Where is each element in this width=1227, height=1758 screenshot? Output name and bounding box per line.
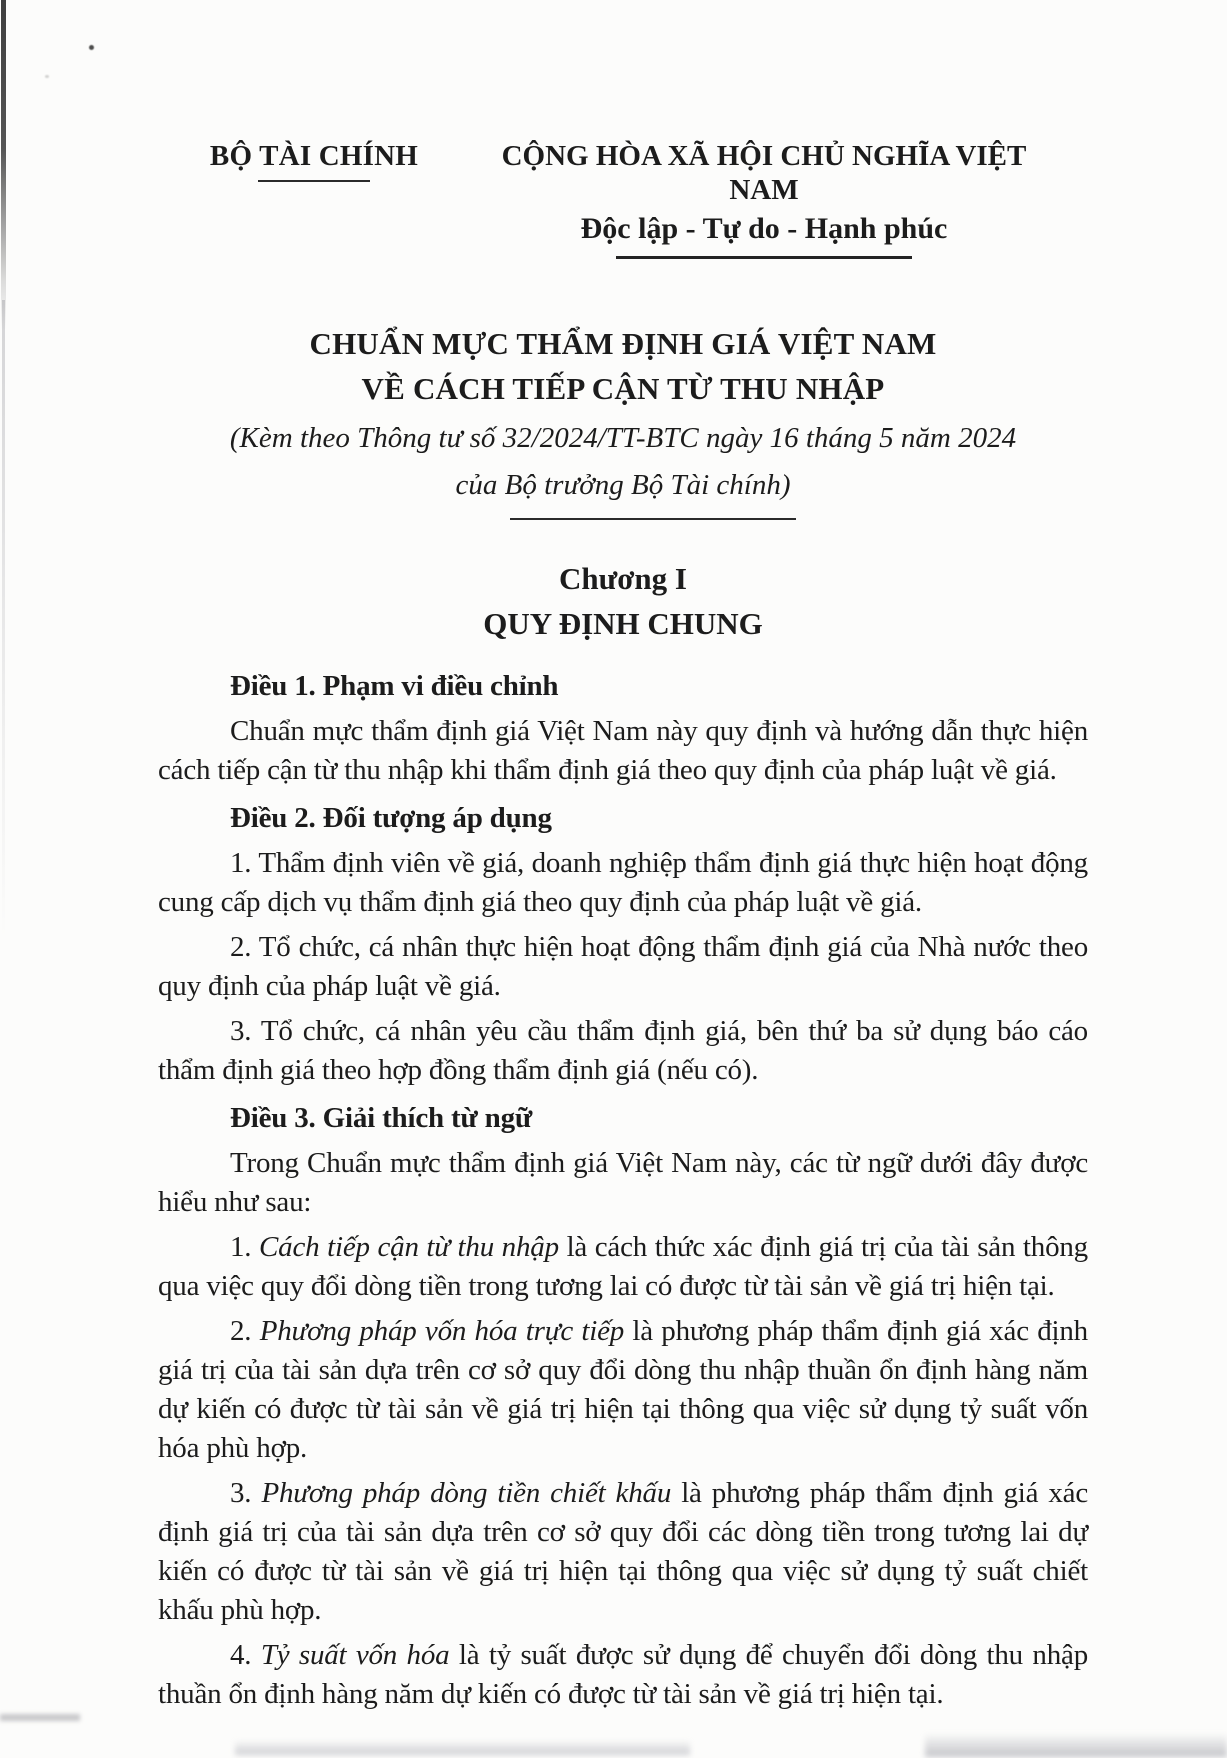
agency-underline [258,180,370,182]
definition-number: 1. [230,1231,252,1263]
definition-item-4 [158,1636,1088,1714]
article-1-heading: Điều 1. Phạm vi điều chỉnh [230,670,559,702]
definition-term: Phương pháp dòng tiền chiết khấu [261,1477,672,1509]
definition-item-2 [158,1312,1088,1468]
article-2-item-1: 1. Thẩm định viên về giá, doanh nghiệp thẩm định giá thực hiện hoạt động cung cấp dịch vụ thẩm định giá theo quy định của pháp luật về giá. [158,847,1088,918]
chapter-number: Chương I [559,561,687,596]
definition-term: Cách tiếp cận từ thu nhập [259,1231,559,1263]
document-header [0,0,1088,259]
attribution-line-2: của Bộ trưởng Bộ Tài chính) [455,469,791,501]
scan-shadow-bottom-left [235,1740,690,1755]
definition-text: là phương pháp thẩm định giá xác định giá trị của tài sản dựa trên cơ sở quy đổi các dòng tiền trong tương lai dự kiến có được từ tài sản về giá trị hiện tại thông qua việc sử dụng tỷ suất chiết khấu phù hợp. [158,1477,1088,1626]
chapter-heading [158,556,1088,646]
attribution-line-1: (Kèm theo Thông tư số 32/2024/TT-BTC ngày 16 tháng 5 năm 2024 [229,422,1017,454]
national-header-block [476,139,1052,259]
definition-term: Phương pháp vốn hóa trực tiếp [259,1315,625,1347]
article-3-heading: Điều 3. Giải thích từ ngữ [230,1102,533,1134]
definition-term: Tỷ suất vốn hóa [260,1639,450,1671]
definition-number: 3. [230,1477,252,1509]
definition-number: 2. [230,1315,252,1347]
scan-shadow-bottom-right [925,1733,1227,1757]
agency-name: BỘ TÀI CHÍNH [209,140,419,172]
scan-speck [89,45,94,50]
motto-underline [616,256,912,259]
definition-text: là tỷ suất được sử dụng để chuyển đổi dòng thu nhập thuần ổn định hàng năm dự kiến có được từ tài sản về giá trị hiện tại. [158,1639,1088,1710]
document-title-line-1: CHUẨN MỰC THẨM ĐỊNH GIÁ VIỆT NAM [309,326,937,361]
chapter-title: QUY ĐỊNH CHUNG [483,606,763,641]
definition-text: là phương pháp thẩm định giá xác định giá trị của tài sản dựa trên cơ sở quy đổi dòng thu nhập thuần ổn định hàng năm dự kiến có được từ tài sản về giá trị hiện tại thông qua việc sử dụng tỷ suất vốn hóa phù hợp. [158,1315,1088,1464]
scan-speck-faint [45,75,49,78]
article-2-item-3: 3. Tổ chức, cá nhân yêu cầu thẩm định giá, bên thứ ba sử dụng báo cáo thẩm định giá theo hợp đồng thẩm định giá (nếu có). [158,1015,1088,1086]
national-motto: Độc lập - Tự do - Hạnh phúc [580,212,948,245]
article-1-paragraph: Chuẩn mực thẩm định giá Việt Nam này quy định và hướng dẫn thực hiện cách tiếp cận từ thu nhập khi thẩm định giá theo quy định của pháp luật về giá. [158,715,1088,786]
scan-edge-artifact [1,0,6,330]
document-title-block [158,321,1088,520]
issuing-agency-block [158,139,470,259]
article-2-heading: Điều 2. Đối tượng áp dụng [230,802,552,834]
definition-text: là cách thức xác định giá trị của tài sản thông qua việc quy đổi dòng tiền trong tương lai có được từ tài sản về giá trị hiện tại. [158,1231,1088,1302]
definition-item-1 [158,1228,1088,1306]
document-body [0,321,1088,1714]
title-underline [510,518,796,520]
article-2-item-2: 2. Tổ chức, cá nhân thực hiện hoạt động thẩm định giá của Nhà nước theo quy định của pháp luật về giá. [158,931,1088,1002]
republic-title: CỘNG HÒA XÃ HỘI CHỦ NGHĨA VIỆT NAM [501,140,1027,206]
article-3-intro: Trong Chuẩn mực thẩm định giá Việt Nam này, các từ ngữ dưới đây được hiểu như sau: [158,1147,1088,1218]
scan-edge-artifact-faint [2,300,5,940]
scan-shadow-bottom-corner [0,1714,80,1721]
definition-item-3 [158,1474,1088,1630]
definition-number: 4. [230,1639,252,1671]
document-title-line-2: VỀ CÁCH TIẾP CẬN TỪ THU NHẬP [361,371,885,406]
